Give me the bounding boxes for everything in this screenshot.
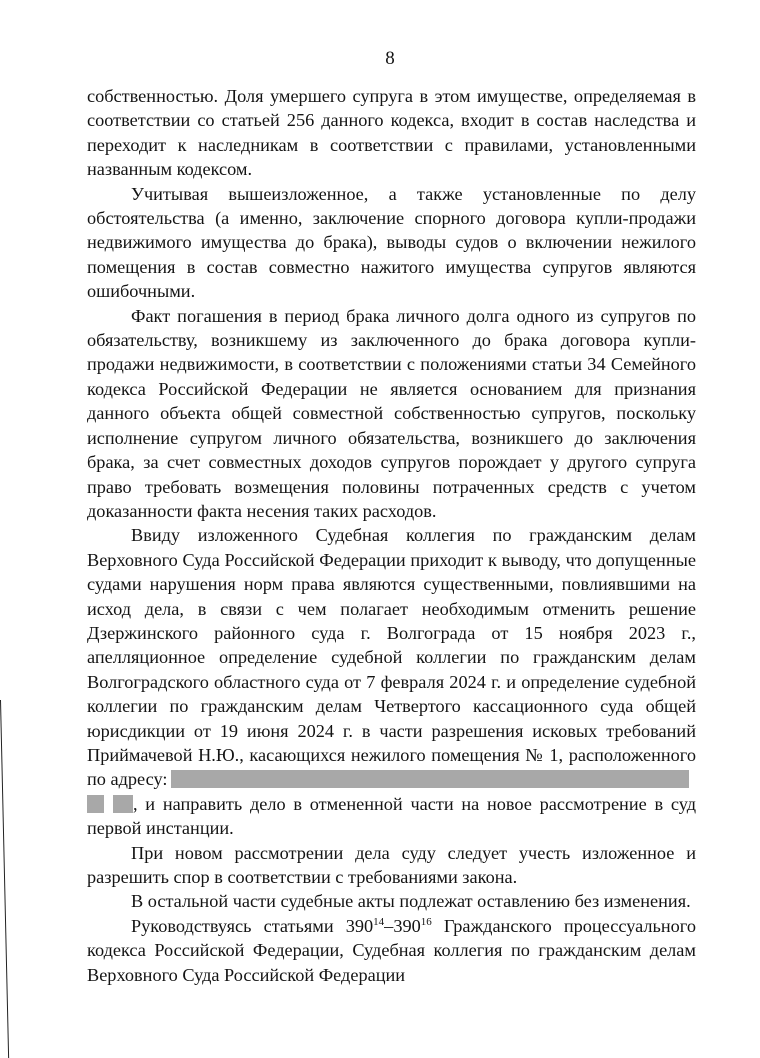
articles-text-1: Руководствуясь статьями 390 [131,915,374,936]
redacted-address-block [171,770,689,788]
paragraph-new-consideration: При новом рассмотрении дела суду следует учесть изложенное и разрешить спор в соответствии с требованиями закона. [87,842,696,887]
paragraph-remaining-acts: В остальной части судебные акты подлежат оставлению без изменения. [131,891,691,912]
ruling-text-before-address: Ввиду изложенного Судебная коллегия по гражданским делам Верховного Суда Российской Федерации приходит к выводу, что допущенные судами нарушения норм права являются существенными, повлиявшими на исход дела, в связи с чем полагает необходимым отменить решение Дзержинского районного суда г. Волгограда от 15 ноября 2023 г., апелляционное определение судебной коллегии по гражданским делам Волгоградского областного суда от 7 февраля 2024 г. и определение судебной коллегии по гражданским делам Четвертого кассационного суда общей юрисдикции от 19 июня 2024 г. в части разрешения исковых требований Приймачевой Н.Ю., касающихся нежилого помещения № 1, расположенного по адресу: [87,525,696,790]
articles-superscript-1: 14 [373,915,385,928]
page-number: 8 [385,48,395,69]
paragraph-inheritance-share: собственностью. Доля умершего супруга в этом имуществе, определяемая в соответствии со статьей 256 данного кодекса, входит в состав наследства и переходит к наследникам в соответствии с правилами, установленными названным кодексом. [87,86,696,180]
ruling-continuation-line [87,792,696,841]
paragraph-personal-debt: Факт погашения в период брака личного долга одного из супругов по обязательству, возникшему из заключенного до брака договора купли-продажи недвижимости, в соответствии с положениями статьи 34 Семейного кодекса Российской Федерации не является основанием для признания данного объекта общей совместной собственностью супругов, поскольку исполнение супругом личного обязательства, возникшего до заключения брака, за счет совместных доходов супругов порождает у другого супруга право требовать возмещения половины потраченных средств с учетом доказанности факта несения таких расходов. [87,305,696,521]
paragraph-ruling-cancel [87,523,696,840]
redacted-address-fragment-1 [87,795,104,813]
articles-text-2: –390 [384,915,421,936]
document-body [87,84,696,987]
articles-superscript-2: 16 [420,915,432,928]
redacted-address-fragment-2 [113,795,133,813]
paragraph-guided-by-articles [87,914,696,987]
paragraph-conclusions-erroneous: Учитывая вышеизложенное, а также установленные по делу обстоятельства (а именно, заключение спорного договора купли-продажи недвижимого имущества до брака), выводы судов о включении нежилого помещения в состав совместно нажитого имущества супругов являются ошибочными. [87,183,696,302]
page-edge-line [0,700,9,1058]
articles-text-3: Гражданского процессуального кодекса Российской Федерации, Судебная коллегия по гражданским делам Верховного Суда Российской Федерации [87,915,696,985]
ruling-text-after-address: , и направить дело в отмененной части на новое рассмотрение в суд первой инстанции. [87,793,696,839]
